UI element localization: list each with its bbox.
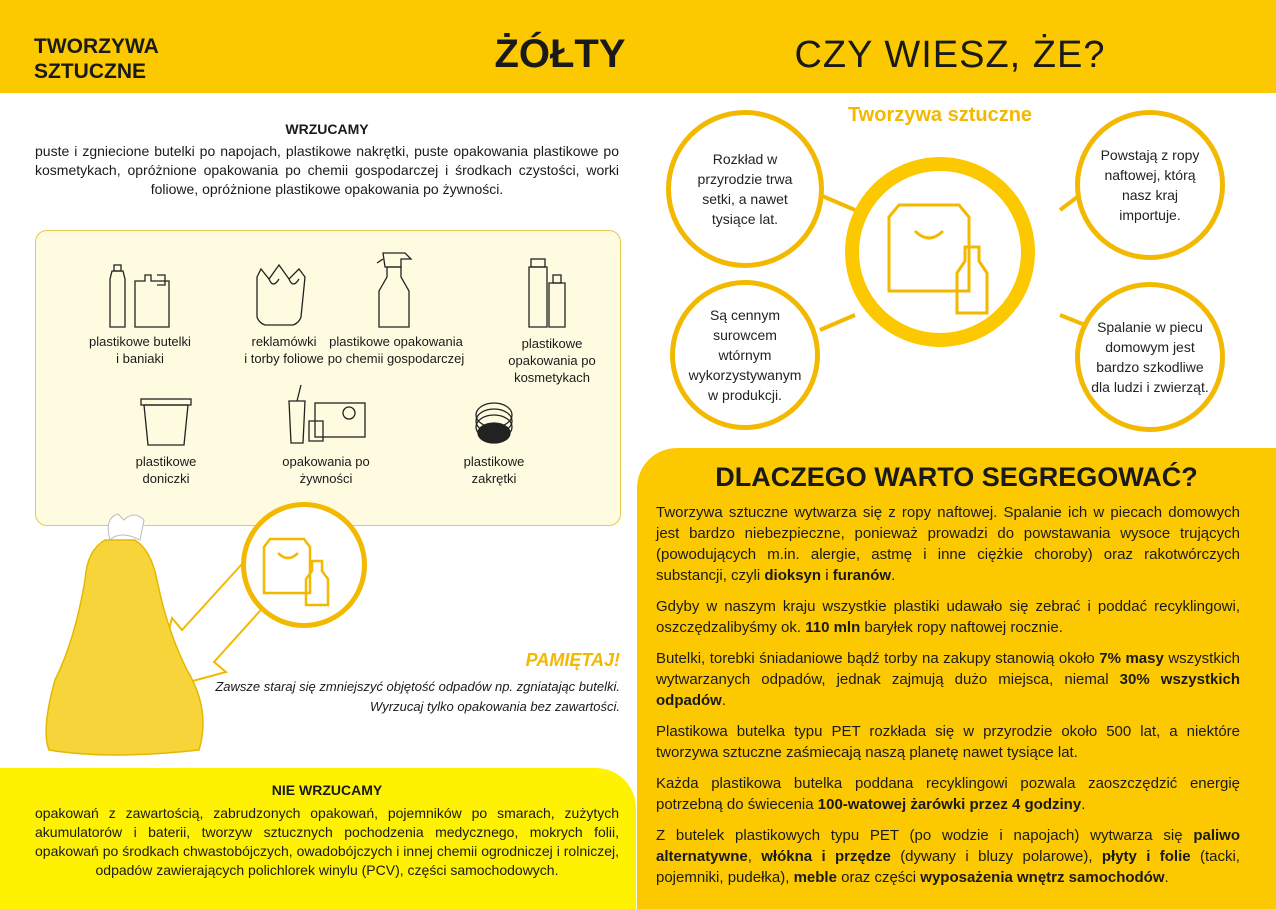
center-circle xyxy=(845,157,1035,347)
bottles-icon xyxy=(105,263,175,329)
item-label: kosmetykach xyxy=(514,370,590,385)
item-label: i baniaki xyxy=(116,351,164,366)
item-label: doniczki xyxy=(142,471,190,486)
item-cosmetics xyxy=(482,257,622,386)
bottle-caps-icon xyxy=(459,395,529,449)
item-label: plastikowe xyxy=(463,454,525,469)
cosmetics-icon xyxy=(517,257,587,331)
plastic-packaging-icon xyxy=(246,507,362,623)
plastic-sign-circle xyxy=(241,502,367,628)
yellow-bag-illustration xyxy=(20,500,440,770)
category-line-1: TWORZYWA xyxy=(34,35,159,58)
food-packaging-icon xyxy=(281,381,371,449)
throw-in-text: puste i zgniecione butelki po napojach, plastikowe nakrętki, puste opakowania plastikowe po kosmetykach, opróżnione opakowania po chemii gospodarczej i środkach czystości, worki foliowe, opróżnione plastikowe opakowania po żywności. xyxy=(35,143,619,197)
why-paragraph: Tworzywa sztuczne wytwarza się z ropy naftowej. Spalanie ich w piecach domowych jest bardzo niebezpieczne, ponieważ prowadzi do powstawania wysoce trujących (powodujących m.in. alergie, astmę i inne ciężkie choroby) oraz rakotwórczych substancji, czyli dioksyn i furanów. xyxy=(656,504,1240,584)
fact-burning: Spalanie w piecu domowym jest bardzo szkodliwe dla ludzi i zwierząt. xyxy=(1075,282,1225,432)
plastic-bag-icon xyxy=(249,263,319,329)
item-food xyxy=(256,381,396,487)
category-line-2: SZTUCZNE xyxy=(34,60,146,83)
do-not-throw-heading: NIE WRZUCAMY xyxy=(271,782,383,798)
accepted-items-box xyxy=(35,230,621,526)
item-label: zakrętki xyxy=(471,471,517,486)
item-label: opakowania po xyxy=(508,353,596,368)
spray-bottle-icon xyxy=(361,249,431,329)
item-label: plastikowe opakowania xyxy=(329,334,463,349)
bin-color-title: ŻÓŁTY xyxy=(494,32,626,76)
remember-heading: PAMIĘTAJ! xyxy=(525,650,620,670)
item-label: opakowania po xyxy=(282,454,370,469)
fact-oil: Powstają z ropy naftowej, którą nasz kraj importuje. xyxy=(1075,110,1225,260)
item-label: żywności xyxy=(299,471,353,486)
do-not-throw-text: opakowań z zawartością, zabrudzonych opakowań, pojemników po smarach, zużytych akumulatorów i baterii, tworzyw sztucznych pochodzenia medycznego, mokrych folii, opakowań po środkach chwastobójczych, owadobójczych i innej chemii ogrodniczej i rolniczej, odpadów zawierających polichlorek winylu (PCV), części samochodowych. xyxy=(35,805,619,878)
category-title xyxy=(34,34,159,84)
why-paragraph: Z butelek plastikowych typu PET (po wodzie i napojach) wytwarza się paliwo alternatywne, włókna i przędze (dywany i bluzy polarowe), płyty i folie (tacki, pojemniki, pudełka), meble oraz części wyposażenia wnętrz samochodów. xyxy=(656,827,1240,886)
item-pots xyxy=(96,395,236,487)
item-label: plastikowe xyxy=(135,454,197,469)
flower-pot-icon xyxy=(131,395,201,449)
item-bottles xyxy=(70,263,210,367)
item-spray xyxy=(326,249,466,367)
item-label: i torby foliowe xyxy=(244,351,324,366)
why-paragraph: Plastikowa butelka typu PET rozkłada się w przyrodzie około 500 lat, a niektóre tworzywa sztuczne zaśmiecają naszą planetę nawet tysiące lat. xyxy=(656,723,1240,761)
why-paragraph: Każda plastikowa butelka poddana recyklingowi pozwala zaoszczędzić energię potrzebną do świecenia 100-watowej żarówki przez 4 godziny. xyxy=(656,775,1240,813)
why-paragraph: Butelki, torebki śniadaniowe bądź torby na zakupy stanowią około 7% masy wszystkich wytwarzanych odpadów, jednak zajmują dużo miejsca, niemal 30% wszystkich odpadów. xyxy=(656,650,1240,709)
throw-in-heading: WRZUCAMY xyxy=(285,121,369,137)
item-caps xyxy=(424,395,564,487)
item-label: plastikowe xyxy=(521,336,583,351)
fact-raw-material: Są cennym surowcem wtórnym wykorzystywanym w produkcji. xyxy=(670,280,820,430)
why-body xyxy=(656,502,1240,898)
plastic-container-icon xyxy=(859,171,1021,333)
why-title: DLACZEGO WARTO SEGREGOWAĆ? xyxy=(715,462,1198,492)
facts-heading: Tworzywa sztuczne xyxy=(847,104,1033,126)
remember-line-2: Wyrzucaj tylko opakowania bez zawartości. xyxy=(370,699,620,714)
item-label: plastikowe butelki xyxy=(89,334,191,349)
remember-line-1: Zawsze staraj się zmniejszyć objętość odpadów np. zgniatając butelki. xyxy=(215,679,620,694)
item-label: reklamówki xyxy=(251,334,317,349)
item-label: po chemii gospodarczej xyxy=(327,351,465,366)
fact-decomposition: Rozkład w przyrodzie trwa setki, a nawet tysiące lat. xyxy=(666,110,824,268)
why-paragraph: Gdyby w naszym kraju wszystkie plastiki udawało się zebrać i poddać recyklingowi, oszczędzalibyśmy ok. 110 mln baryłek ropy naftowej rocznie. xyxy=(656,598,1240,636)
did-you-know-title: CZY WIESZ, ŻE? xyxy=(794,34,1106,76)
